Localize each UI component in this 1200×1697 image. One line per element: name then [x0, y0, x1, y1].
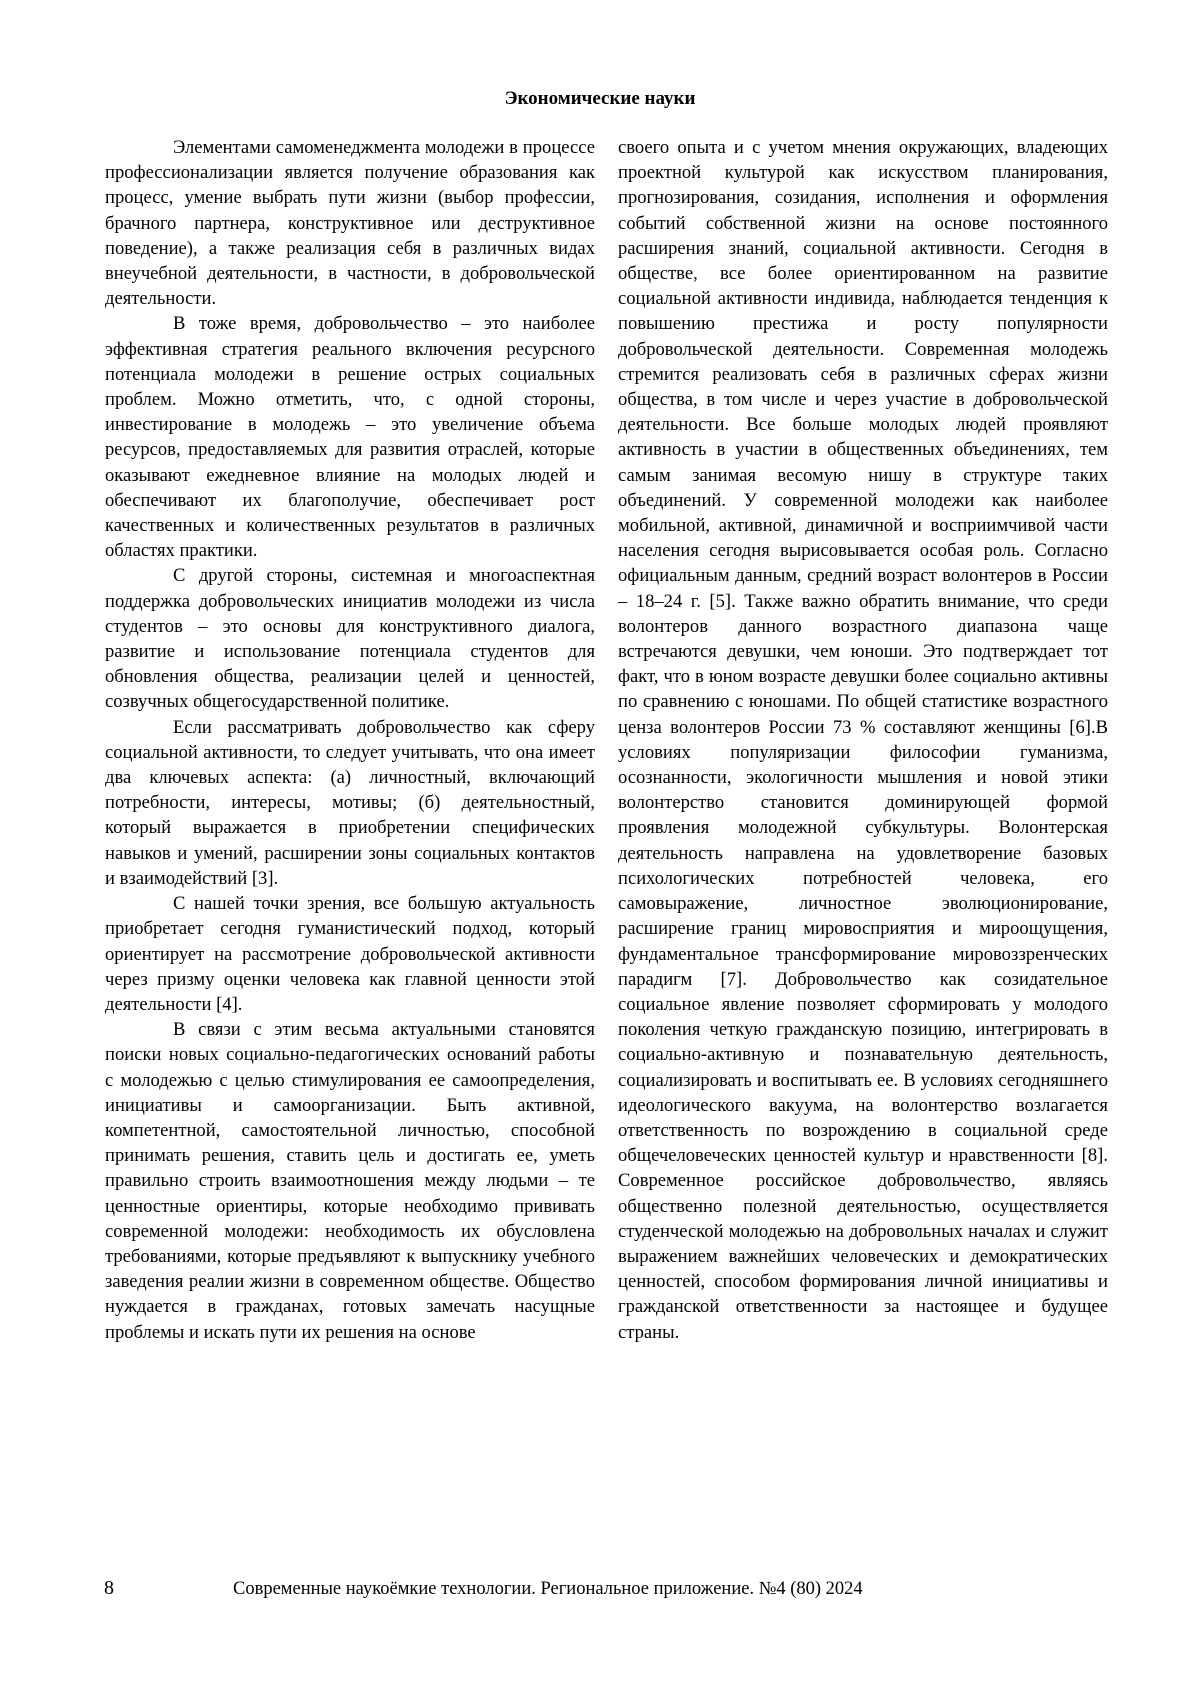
left-column: [105, 135, 595, 1345]
paragraph: С другой стороны, системная и многоаспектная поддержка добровольческих инициатив молодежи из числа студентов – это основы для конструктивного диалога, развитие и использование потенциала студентов для обновления общества, реализации целей и ценностей, созвучных общегосударственной политике.: [105, 565, 595, 713]
journal-title: Современные наукоёмкие технологии. Региональное приложение. №4 (80) 2024: [233, 1579, 863, 1599]
paragraph: С нашей точки зрения, все большую актуальность приобретает сегодня гуманистический подход, который ориентирует на рассмотрение добровольческой активности через призму оценки человека как главной ценности этой деятельности [4].: [105, 893, 595, 1015]
paragraph-continuation: своего опыта и с учетом мнения окружающих, владеющих проектной культурой как искусством планирования, прогнозирования, созидания, исполнения и оформления событий собственной жизни на основе постоянного расширения знаний, социальной активности. Сегодня в обществе, все более ориентированном на развитие социальной активности индивида, наблюдается тенденция к повышению престижа и росту популярности добровольческой деятельности. Современная молодежь стремится реализовать себя в различных сферах жизни общества, в том числе и через участие в добровольческой деятельности. Все больше молодых людей проявляют активность в участии в общественных объединениях, тем самым занимая весомую нишу в структуре таких объединений. У современной молодежи как наиболее мобильной, активной, динамичной и восприимчивой части населения сегодня вырисовывается особая роль. Согласно официальным данным, средний возраст волонтеров в России – 18–24 г. [5]. Также важно обратить внимание, что среди волонтеров данного возрастного диапазона чаще встречаются девушки, чем юноши. Это подтверждает тот факт, что в юном возрасте девушки более социально активны по сравнению с юношами. По общей статистике возрастного ценза волонтеров России 73 % составляют женщины [6].В условиях популяризации философии гуманизма, осознанности, экологичности мышления и новой этики волонтерство становится доминирующей формой проявления молодежной субкультуры. Волонтерская деятельность направлена на удовлетворение базовых психологических потребностей человека, его самовыражение, личностное эволюционирование, расширение границ мировосприятия и мироощущения, фундаментальное трансформирование мировоззренческих парадигм [7]. Добровольчество как созидательное социальное явление позволяет сформировать у молодого поколения четкую гражданскую позицию, интегрировать в социально-активную и познавательную деятельность, социализировать и воспитывать ее. В условиях сегодняшнего идеологического вакуума, на волонтерство возлагается ответственность по возрождению в социальной среде общечеловеческих ценностей культур и нравственности [8]. Современное российское добровольчество, являясь общественно полезной деятельностью, осуществляется студенческой молодежью на добровольных началах и служит выражением важнейших человеческих и демократических ценностей, способом формирования личной инициативы и гражданской ответственности за настоящее и будущее страны.: [618, 137, 1108, 1343]
page-number: 8: [104, 1577, 114, 1599]
paragraph: В связи с этим весьма актуальными становятся поиски новых социально-педагогических оснований работы с молодежью с целью стимулирования ее самоопределения, инициативы и самоорганизации. Быть активной, компетентной, самостоятельной личностью, способной принимать решения, ставить цель и достигать ее, уметь правильно строить взаимоотношения между людьми – те ценностные ориентиры, которые необходимо прививать современной молодежи: необходимость их обусловлена требованиями, которые предъявляют к выпускнику учебного заведения реалии жизни в современном обществе. Общество нуждается в гражданах, готовых замечать насущные проблемы и искать пути их решения на основе: [105, 1019, 595, 1343]
paragraph: Если рассматривать добровольчество как сферу социальной активности, то следует учитывать, что она имеет два ключевых аспекта: (а) личностный, включающий потребности, интересы, мотивы; (б) деятельностный, который выражается в приобретении специфических навыков и умений, расширении зоны социальных контактов и взаимодействий [3].: [105, 716, 595, 889]
section-heading: Экономические науки: [504, 88, 696, 109]
paragraph: В тоже время, добровольчество – это наиболее эффективная стратегия реального включения ресурсного потенциала молодежи в решение острых социальных проблем. Можно отметить, что, с одной стороны, инвестирование в молодежь – это увеличение объема ресурсов, предоставляемых для развития отраслей, которые оказывают ежедневное влияние на молодых людей и обеспечивают их благополучие, обеспечивает рост качественных и количественных результатов в различных областях практики.: [105, 313, 595, 562]
right-column: [618, 135, 1108, 1345]
paragraph: Элементами самоменеджмента молодежи в процессе профессионализации является получение образования как процесс, умение выбрать пути жизни (выбор профессии, брачного партнера, конструктивное или деструктивное поведение), а также реализация себя в различных видах внеучебной деятельности, в частности, в добровольческой деятельности.: [105, 137, 595, 310]
